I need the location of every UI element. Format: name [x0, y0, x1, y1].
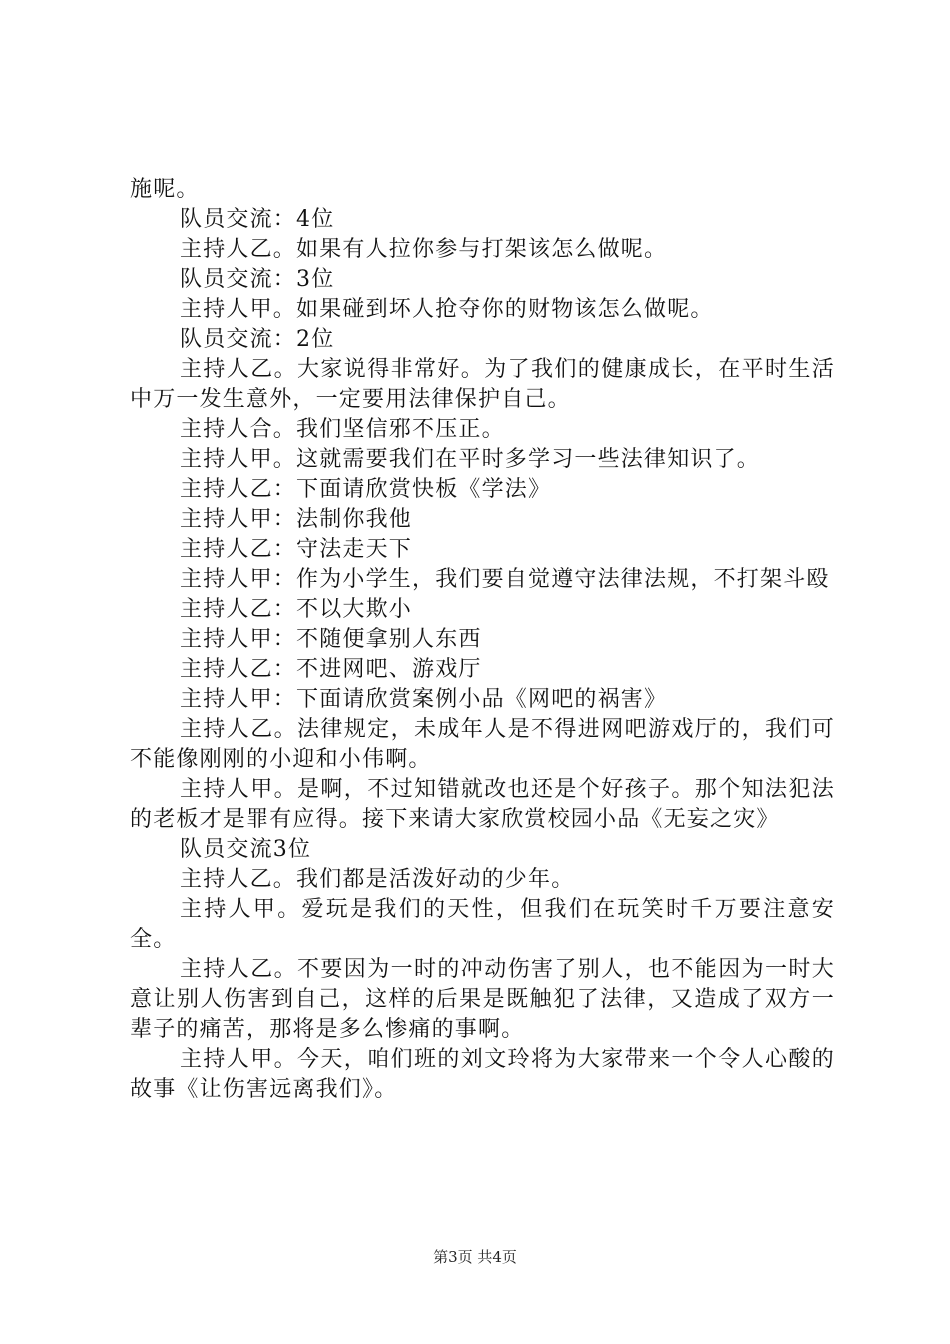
paragraph-3: 主持人乙。如果有人拉你参与打架该怎么做呢。 — [180, 237, 668, 262]
paragraph-11: 主持人甲：法制你我他 — [180, 507, 413, 532]
page-footer — [0, 1246, 950, 1267]
paragraph-17: 主持人甲：下面请欣赏案例小品《网吧的祸害》 — [180, 687, 668, 712]
paragraph-6: 队员交流：2位 — [180, 327, 335, 352]
paragraph-4: 队员交流：3位 — [180, 267, 335, 292]
paragraph-12: 主持人乙：守法走天下 — [180, 537, 413, 562]
document-body — [130, 175, 835, 1105]
paragraph-9: 主持人甲。这就需要我们在平时多学习一些法律知识了。 — [180, 447, 761, 472]
paragraph-10: 主持人乙：下面请欣赏快板《学法》 — [180, 477, 552, 502]
paragraph-5: 主持人甲。如果碰到坏人抢夺你的财物该怎么做呢。 — [180, 297, 714, 322]
paragraph-2: 队员交流：4位 — [180, 207, 335, 232]
paragraph-18: 主持人乙。法律规定，未成年人是不得进网吧游戏厅的，我们可不能像刚刚的小迎和小伟啊。 — [130, 717, 835, 772]
paragraph-15: 主持人甲：不随便拿别人东西 — [180, 627, 482, 652]
paragraph-24: 主持人甲。今天，咱们班的刘文玲将为大家带来一个令人心酸的故事《让伤害远离我们》。 — [130, 1047, 835, 1102]
paragraph-19: 主持人甲。是啊，不过知错就改也还是个好孩子。那个知法犯法的老板才是罪有应得。接下来请大家欣赏校园小品《无妄之灾》 — [130, 777, 835, 832]
paragraph-16: 主持人乙：不进网吧、游戏厅 — [180, 657, 482, 682]
paragraph-20: 队员交流3位 — [180, 837, 312, 862]
page-number-label: 第3页 共4页 — [433, 1248, 517, 1266]
paragraph-22: 主持人甲。爱玩是我们的天性，但我们在玩笑时千万要注意安全。 — [130, 897, 835, 952]
paragraph-21: 主持人乙。我们都是活泼好动的少年。 — [180, 867, 575, 892]
paragraph-7: 主持人乙。大家说得非常好。为了我们的健康成长，在平时生活中万一发生意外，一定要用法律保护自己。 — [130, 357, 835, 412]
paragraph-23: 主持人乙。不要因为一时的冲动伤害了别人，也不能因为一时大意让别人伤害到自己，这样的后果是既触犯了法律，又造成了双方一辈子的痛苦，那将是多么惨痛的事啊。 — [130, 957, 835, 1042]
paragraph-1: 施呢。 — [130, 177, 200, 202]
paragraph-14: 主持人乙：不以大欺小 — [180, 597, 413, 622]
paragraph-8: 主持人合。我们坚信邪不压正。 — [180, 417, 505, 442]
paragraph-13: 主持人甲：作为小学生，我们要自觉遵守法律法规，不打架斗殴 — [180, 567, 830, 592]
